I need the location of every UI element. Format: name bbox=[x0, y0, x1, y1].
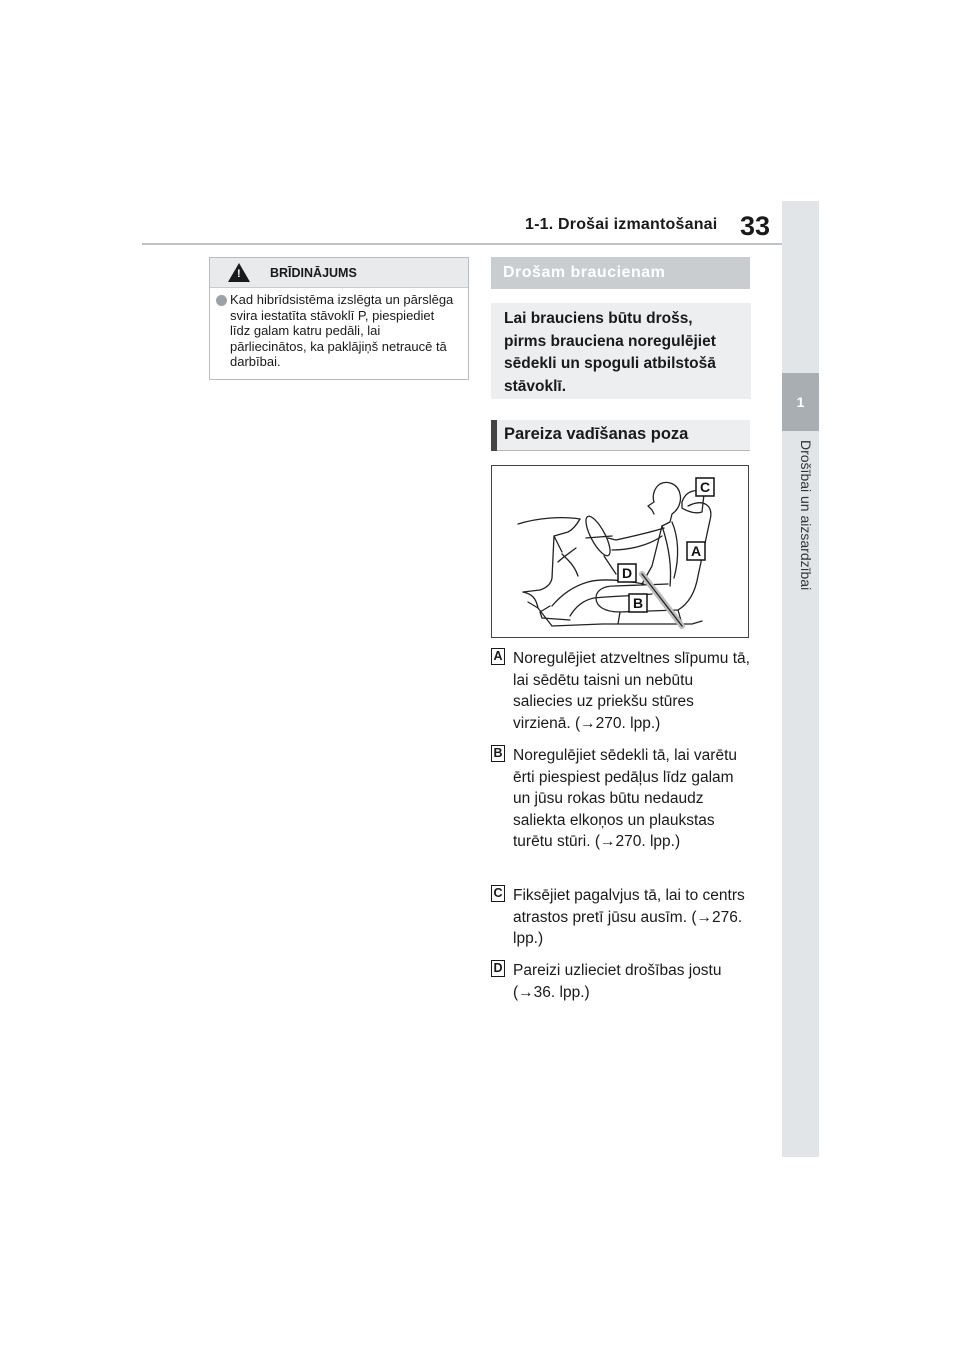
item-text: Noregulējiet atzveltnes slīpumu tā, lai sēdētu taisni un nebūtu saliecies uz priekšu stūres virzienā. (→270. lpp.) bbox=[513, 650, 750, 732]
item-label: D bbox=[491, 960, 505, 977]
section-title: 1-1. Drošai izmantošanai bbox=[525, 216, 718, 233]
item-text: Fiksējiet pagalvjus tā, lai to centrs atrastos pretī jūsu ausīm. (→276. lpp.) bbox=[513, 887, 745, 947]
list-item bbox=[491, 745, 753, 853]
warning-text: Kad hibrīdsistēma izslēgta un pārslēga svira iestatīta stāvoklī P, piespiediet līdz galam katru pedāli, lai pārliecinātos, ka paklājiņš netraucē tā darbībai. bbox=[230, 292, 454, 369]
subheading-text: Pareiza vadīšanas poza bbox=[504, 425, 689, 443]
item-text: Noregulējiet sēdekli tā, lai varētu ērti piespiest pedāļus līdz galam un jūsu rokas būtu nedaudz saliekta elkoņos un plaukstas turētu stūri. (→270. lpp.) bbox=[513, 747, 738, 850]
item-label: B bbox=[491, 745, 505, 762]
intro-box: Lai brauciens būtu drošs, pirms brauciena noregulējiet sēdekli un spoguli atbilstošā stāvoklī. bbox=[491, 303, 751, 399]
subheading bbox=[491, 420, 750, 451]
list-item bbox=[491, 885, 753, 950]
callout-d: D bbox=[622, 565, 633, 581]
warning-body bbox=[210, 288, 468, 370]
subheading-bar bbox=[491, 420, 497, 451]
section-heading: Drošam braucienam bbox=[491, 257, 750, 289]
page-number: 33 bbox=[740, 211, 771, 241]
item-text: Pareizi uzlieciet drošības jostu (→36. lpp.) bbox=[513, 962, 722, 1001]
warning-triangle-icon: ! bbox=[224, 260, 254, 286]
header-divider bbox=[142, 243, 784, 245]
warning-box bbox=[209, 257, 469, 380]
list-item bbox=[491, 648, 753, 734]
bullet-icon bbox=[216, 295, 227, 306]
item-label: A bbox=[491, 648, 505, 665]
item-label: C bbox=[491, 885, 505, 902]
callout-a: A bbox=[691, 543, 702, 559]
warning-title: BRĪDINĀJUMS bbox=[270, 265, 357, 280]
driving-posture-illustration bbox=[491, 465, 749, 638]
callout-b: B bbox=[633, 595, 644, 611]
side-thumb-tab bbox=[782, 201, 819, 1157]
chapter-number-tab: 1 bbox=[782, 373, 819, 431]
chapter-title-vertical: Drošībai un aizsardzībai bbox=[798, 440, 814, 591]
list-item bbox=[491, 960, 753, 1003]
driver-seat-drawing bbox=[492, 466, 748, 637]
callout-c: C bbox=[700, 479, 711, 495]
warning-header bbox=[210, 258, 468, 288]
